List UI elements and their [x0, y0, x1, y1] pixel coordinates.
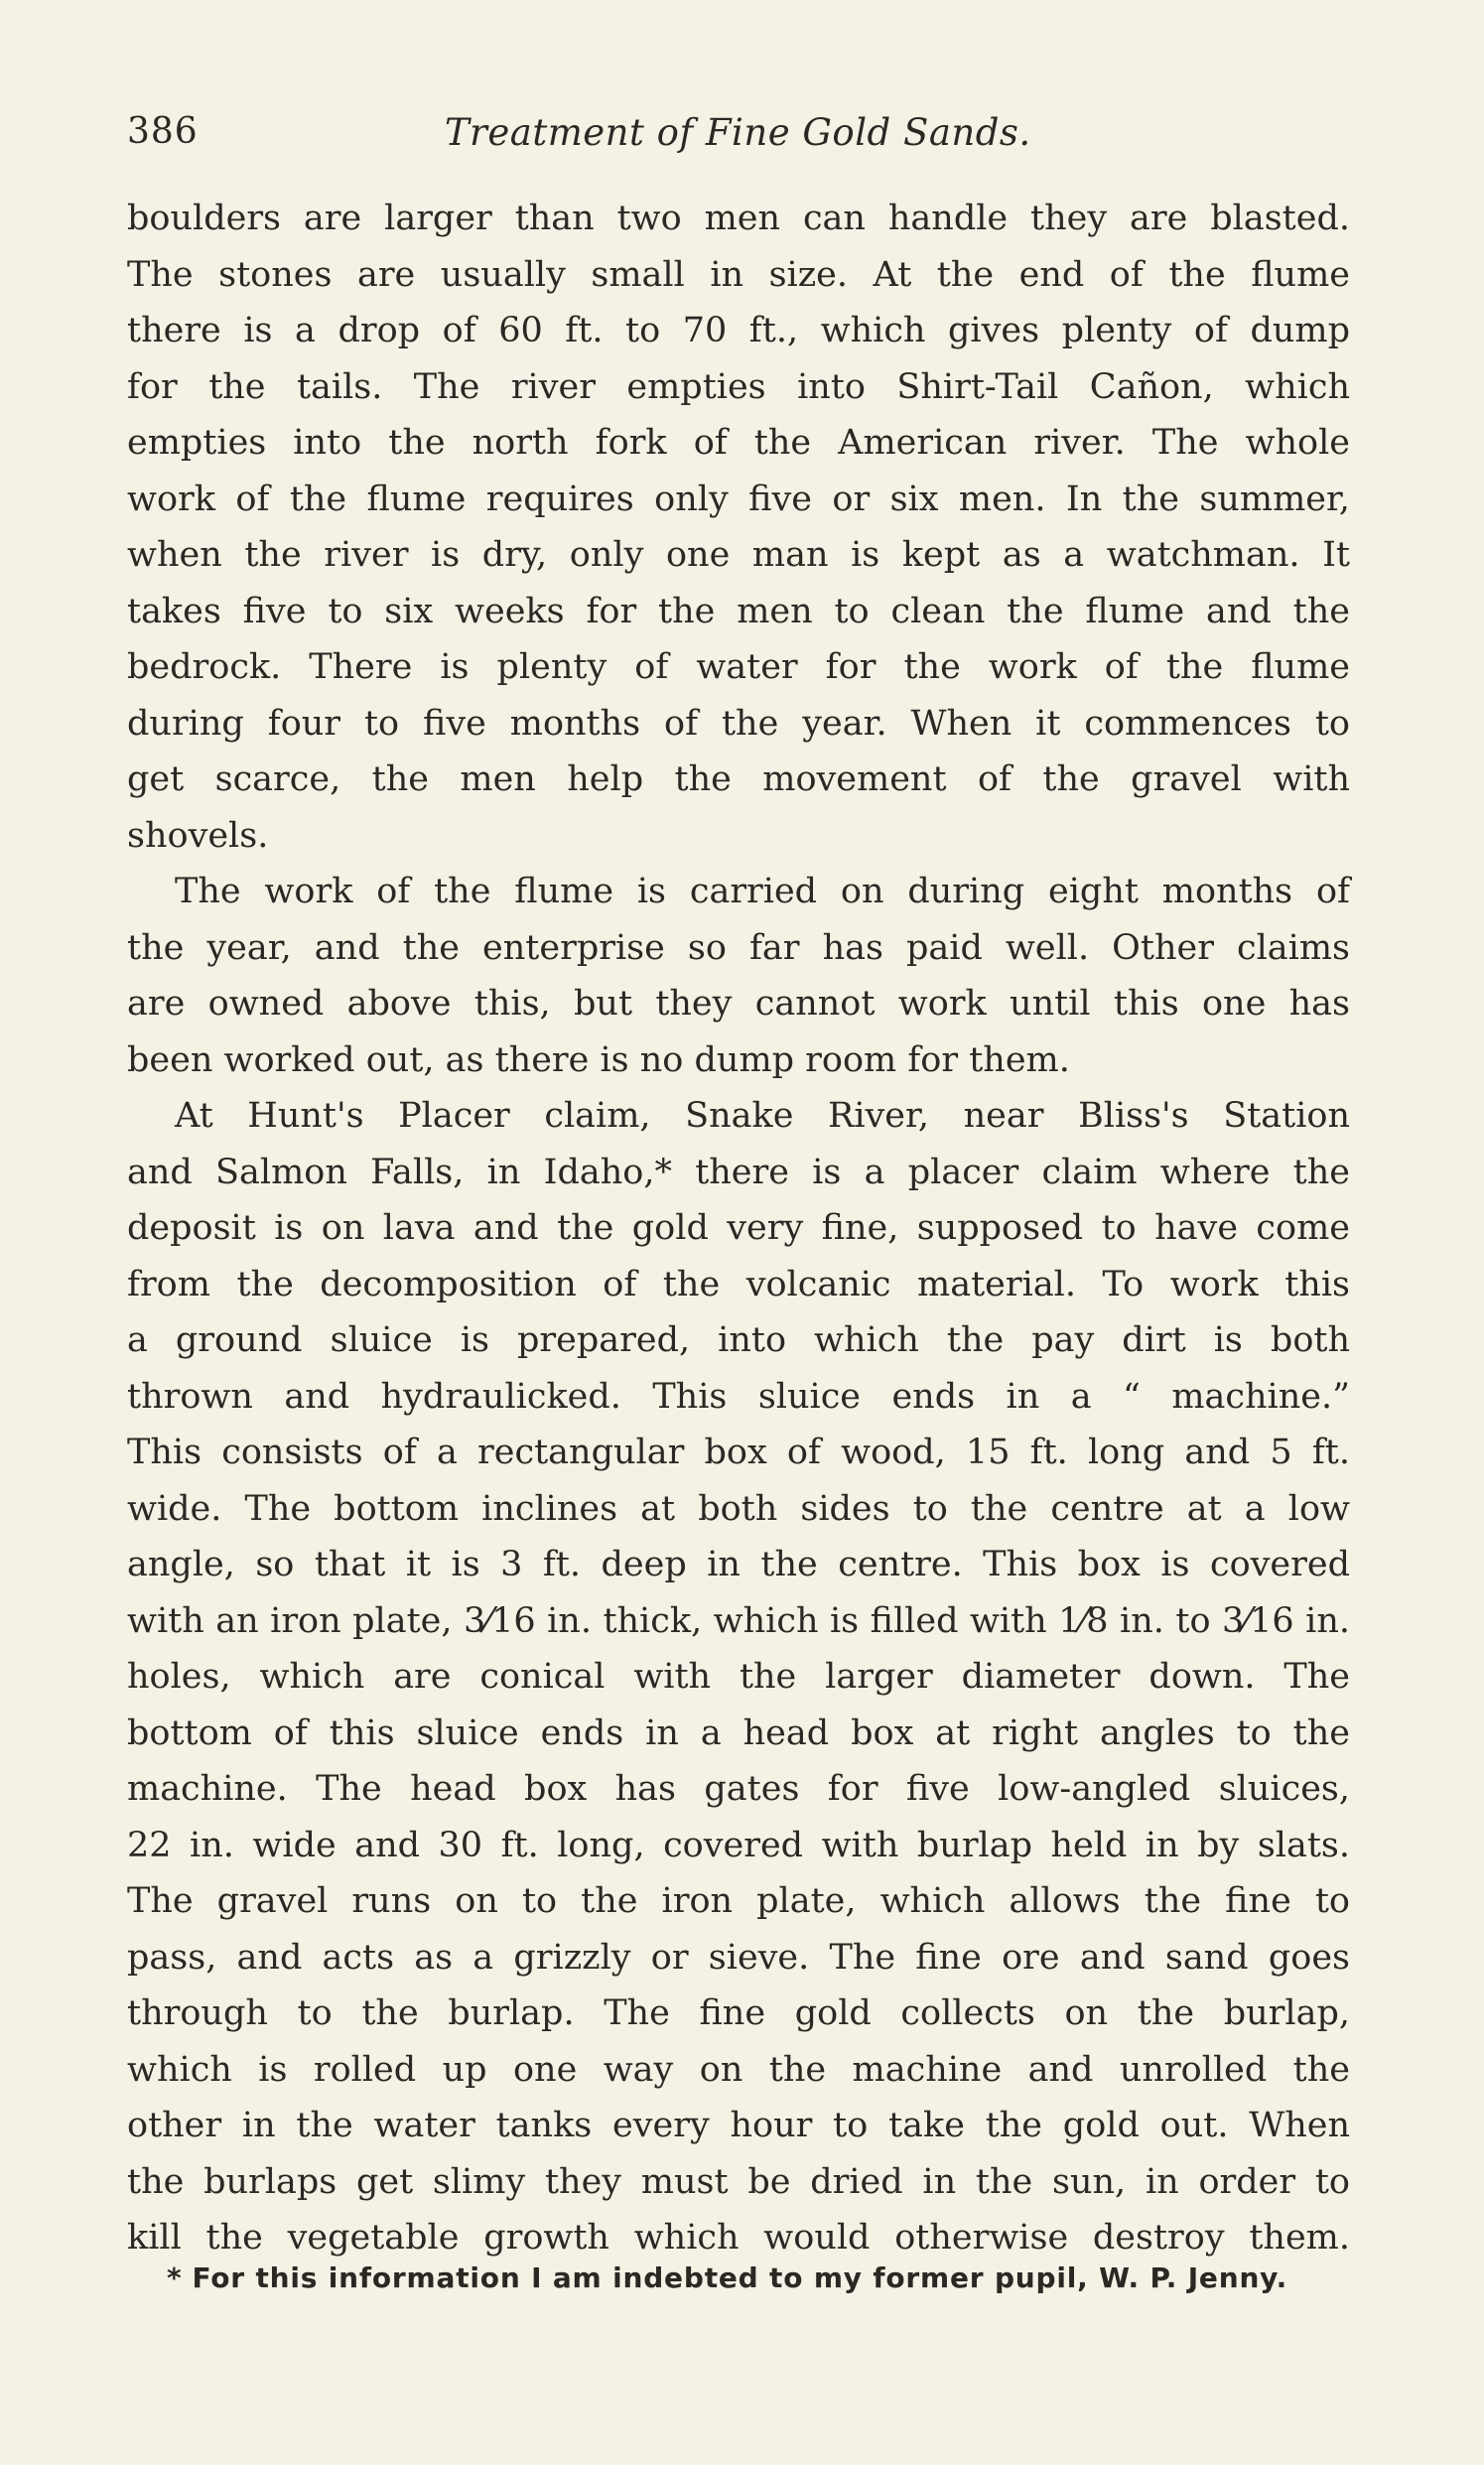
- text-line: angle, so that it is 3 ft. deep in the centre. This box is covered: [127, 1545, 1350, 1584]
- text-line: The gravel runs on to the iron plate, which allows the fine to: [127, 1881, 1350, 1921]
- text-line: from the decomposition of the volcanic material. To work this: [127, 1264, 1350, 1304]
- text-line: bottom of this sluice ends in a head box at right angles to the: [127, 1712, 1350, 1753]
- text-line: The stones are usually small in size. At the end of the flume: [127, 254, 1350, 295]
- footnote-marker: *: [167, 2261, 183, 2294]
- text-line: when the river is dry, only one man is kept as a watchman. It: [127, 535, 1350, 575]
- text-line: empties into the north fork of the American river. The whole: [127, 423, 1350, 463]
- text-line: kill the vegetable growth which would otherwise destroy them.: [127, 2218, 1350, 2258]
- text-line: there is a drop of 60 ft. to 70 ft., which gives plenty of dump: [127, 311, 1350, 350]
- running-head: [127, 111, 1350, 161]
- text-line: a ground sluice is prepared, into which the pay dirt is both: [127, 1320, 1350, 1360]
- text-line: bedrock. There is plenty of water for the work of the flume: [127, 647, 1350, 687]
- text-line: the year, and the enterprise so far has paid well. Other claims: [127, 927, 1350, 968]
- text-line: takes five to six weeks for the men to clean the flume and the: [127, 591, 1350, 631]
- text-line: 22 in. wide and 30 ft. long, covered with burlap held in by slats.: [127, 1825, 1350, 1865]
- text-line: and Salmon Falls, in Idaho,* there is a placer claim where the: [127, 1152, 1350, 1192]
- text-line: wide. The bottom inclines at both sides to the centre at a low: [127, 1488, 1350, 1529]
- paragraph-1: [127, 191, 1350, 864]
- text-line: during four to five months of the year. When it commences to: [127, 703, 1350, 744]
- page-number: 386: [127, 111, 199, 152]
- text-line: work of the flume requires only five or six men. In the summer,: [127, 479, 1350, 519]
- text-line: other in the water tanks every hour to take the gold out. When: [127, 2106, 1350, 2145]
- text-line: for the tails. The river empties into Shirt-Tail Cañon, which: [127, 366, 1350, 407]
- text-line: shovels.: [127, 815, 269, 856]
- text-line: holes, which are conical with the larger diameter down. The: [127, 1657, 1350, 1697]
- footnote: [167, 2261, 1308, 2294]
- text-line: the burlaps get slimy they must be dried in the sun, in order to: [127, 2161, 1350, 2202]
- footnote-text: For this information I am indebted to my former pupil, W. P. Jenny.: [192, 2261, 1288, 2294]
- text-line: through to the burlap. The fine gold collects on the burlap,: [127, 1993, 1350, 2033]
- text-line: machine. The head box has gates for five low-angled sluices,: [127, 1769, 1350, 1809]
- page-title: Treatment of Fine Gold Sands.: [445, 111, 1031, 154]
- text-line: get scarce, the men help the movement of the gravel with: [127, 759, 1350, 799]
- text-line: thrown and hydraulicked. This sluice ends in a “ machine.”: [127, 1376, 1350, 1417]
- body-text: [127, 191, 1350, 2266]
- text-line: boulders are larger than two men can handle they are blasted.: [127, 199, 1350, 238]
- paragraph-3: [127, 1088, 1350, 2266]
- text-line: This consists of a rectangular box of wood, 15 ft. long and 5 ft.: [127, 1433, 1350, 1472]
- text-line: deposit is on lava and the gold very fine, supposed to have come: [127, 1208, 1350, 1248]
- text-line: are owned above this, but they cannot work until this one has: [127, 984, 1350, 1024]
- text-line: been worked out, as there is no dump room for them.: [127, 1039, 1070, 1080]
- text-line: with an iron plate, 3⁄16 in. thick, which is filled with 1⁄8 in. to 3⁄16 in.: [127, 1600, 1350, 1641]
- text-line: At Hunt's Placer claim, Snake River, near Bliss's Station: [175, 1096, 1350, 1136]
- paragraph-2: [127, 864, 1350, 1088]
- text-line: The work of the flume is carried on during eight months of: [175, 872, 1350, 911]
- text-line: pass, and acts as a grizzly or sieve. The fine ore and sand goes: [127, 1937, 1350, 1978]
- text-line: which is rolled up one way on the machine and unrolled the: [127, 2049, 1350, 2090]
